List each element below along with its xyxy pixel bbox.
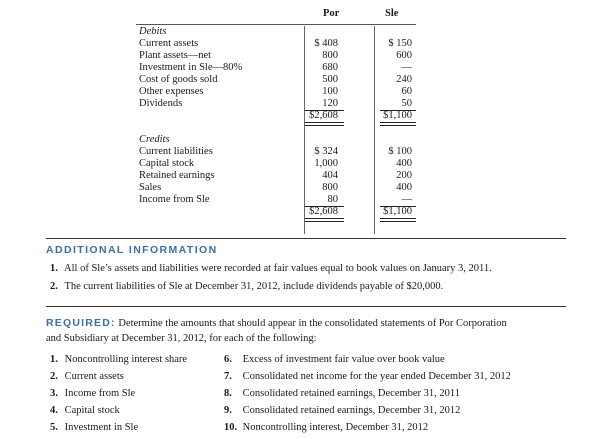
additional-item-2 <box>50 281 443 292</box>
por-value: 800 <box>322 50 338 61</box>
item-number: 5. <box>50 422 58 433</box>
required-line-2: and Subsidiary at December 31, 2012, for each of the following: <box>46 333 317 344</box>
additional-info-heading: ADDITIONAL INFORMATION <box>46 244 218 256</box>
item-text: Noncontrolling interest share <box>64 354 188 365</box>
required-item-10 <box>224 422 428 433</box>
total-double-underline <box>304 122 344 126</box>
required-item-6 <box>224 354 445 365</box>
debits-title: Debits <box>139 26 167 37</box>
required-item-4 <box>50 405 120 416</box>
row-label: Capital stock <box>139 158 195 169</box>
sle-value: — <box>401 194 412 205</box>
sle-total: $1,100 <box>383 206 412 217</box>
por-value: 800 <box>322 182 338 193</box>
sle-value: 50 <box>401 98 412 109</box>
section-divider <box>46 238 566 239</box>
row-label: Dividends <box>139 98 183 109</box>
required-item-7 <box>224 371 511 382</box>
por-value: 680 <box>322 62 338 73</box>
row-label: Current liabilities <box>139 146 213 157</box>
item-text: The current liabilities of Sle at December 31, 2012, include dividends payable of $20,000. <box>64 281 444 292</box>
item-text: Excess of investment fair value over book value <box>242 354 445 365</box>
column-header-sle: Sle <box>385 8 399 19</box>
row-label: Investment in Sle—80% <box>139 62 243 73</box>
section-divider <box>46 306 566 307</box>
additional-item-1 <box>50 263 492 274</box>
item-number: 4. <box>50 405 58 416</box>
total-double-underline <box>304 218 344 222</box>
item-number: 2. <box>50 371 58 382</box>
row-label: Other expenses <box>139 86 204 97</box>
credits-title: Credits <box>139 134 170 145</box>
sle-value: $ 150 <box>388 38 412 49</box>
required-label: REQUIRED: <box>46 317 116 329</box>
row-label: Sales <box>139 182 162 193</box>
por-value: 500 <box>322 74 338 85</box>
por-value: $ 408 <box>314 38 338 49</box>
por-value: 100 <box>322 86 338 97</box>
required-line-1: Determine the amounts that should appear in the consolidated statements of Por Corporation <box>118 318 507 329</box>
row-label: Retained earnings <box>139 170 215 181</box>
required-item-2 <box>50 371 124 382</box>
por-value: 80 <box>327 194 338 205</box>
row-label: Current assets <box>139 38 199 49</box>
sle-value: 60 <box>401 86 412 97</box>
item-number: 7. <box>224 371 232 382</box>
por-value: 1,000 <box>314 158 338 169</box>
item-number: 3. <box>50 388 58 399</box>
por-total: $2,608 <box>309 206 338 217</box>
item-text: Consolidated retained earnings, December 31, 2011 <box>242 388 461 399</box>
sle-value: — <box>401 62 412 73</box>
item-text: Capital stock <box>64 405 120 416</box>
required-paragraph <box>46 316 576 346</box>
item-text: All of Sle’s assets and liabilities were recorded at fair values equal to book values on January 3, 2011. <box>64 263 492 274</box>
sle-value: 240 <box>396 74 412 85</box>
por-value: 404 <box>322 170 338 181</box>
required-item-9 <box>224 405 460 416</box>
sle-value: 200 <box>396 170 412 181</box>
total-double-underline <box>380 122 416 126</box>
item-text: Consolidated net income for the year ended December 31, 2012 <box>242 371 511 382</box>
sle-value: $ 100 <box>388 146 412 157</box>
required-item-1 <box>50 354 187 365</box>
item-text: Current assets <box>64 371 124 382</box>
column-header-por: Por <box>323 8 340 19</box>
por-value: 120 <box>322 98 338 109</box>
por-value: $ 324 <box>314 146 338 157</box>
row-label: Cost of goods sold <box>139 74 218 85</box>
required-item-3 <box>50 388 135 399</box>
item-number: 8. <box>224 388 232 399</box>
column-separator <box>374 26 375 234</box>
item-number: 1. <box>50 354 58 365</box>
item-number: 9. <box>224 405 232 416</box>
por-total: $2,608 <box>309 110 338 121</box>
item-number: 10. <box>224 422 238 433</box>
sle-total: $1,100 <box>383 110 412 121</box>
item-number: 2. <box>50 281 58 292</box>
item-text: Investment in Sle <box>64 422 139 433</box>
total-double-underline <box>380 218 416 222</box>
item-number: 6. <box>224 354 232 365</box>
sle-value: 400 <box>396 158 412 169</box>
row-label: Plant assets—net <box>139 50 212 61</box>
item-text: Consolidated retained earnings, December 31, 2012 <box>242 405 461 416</box>
required-item-8 <box>224 388 460 399</box>
item-text: Income from Sle <box>64 388 136 399</box>
sle-value: 600 <box>396 50 412 61</box>
column-separator <box>304 26 305 234</box>
required-item-5 <box>50 422 138 433</box>
sle-value: 400 <box>396 182 412 193</box>
row-label: Income from Sle <box>139 194 210 205</box>
item-text: Noncontrolling interest, December 31, 2012 <box>242 422 429 433</box>
item-number: 1. <box>50 263 58 274</box>
header-rule <box>136 24 416 25</box>
